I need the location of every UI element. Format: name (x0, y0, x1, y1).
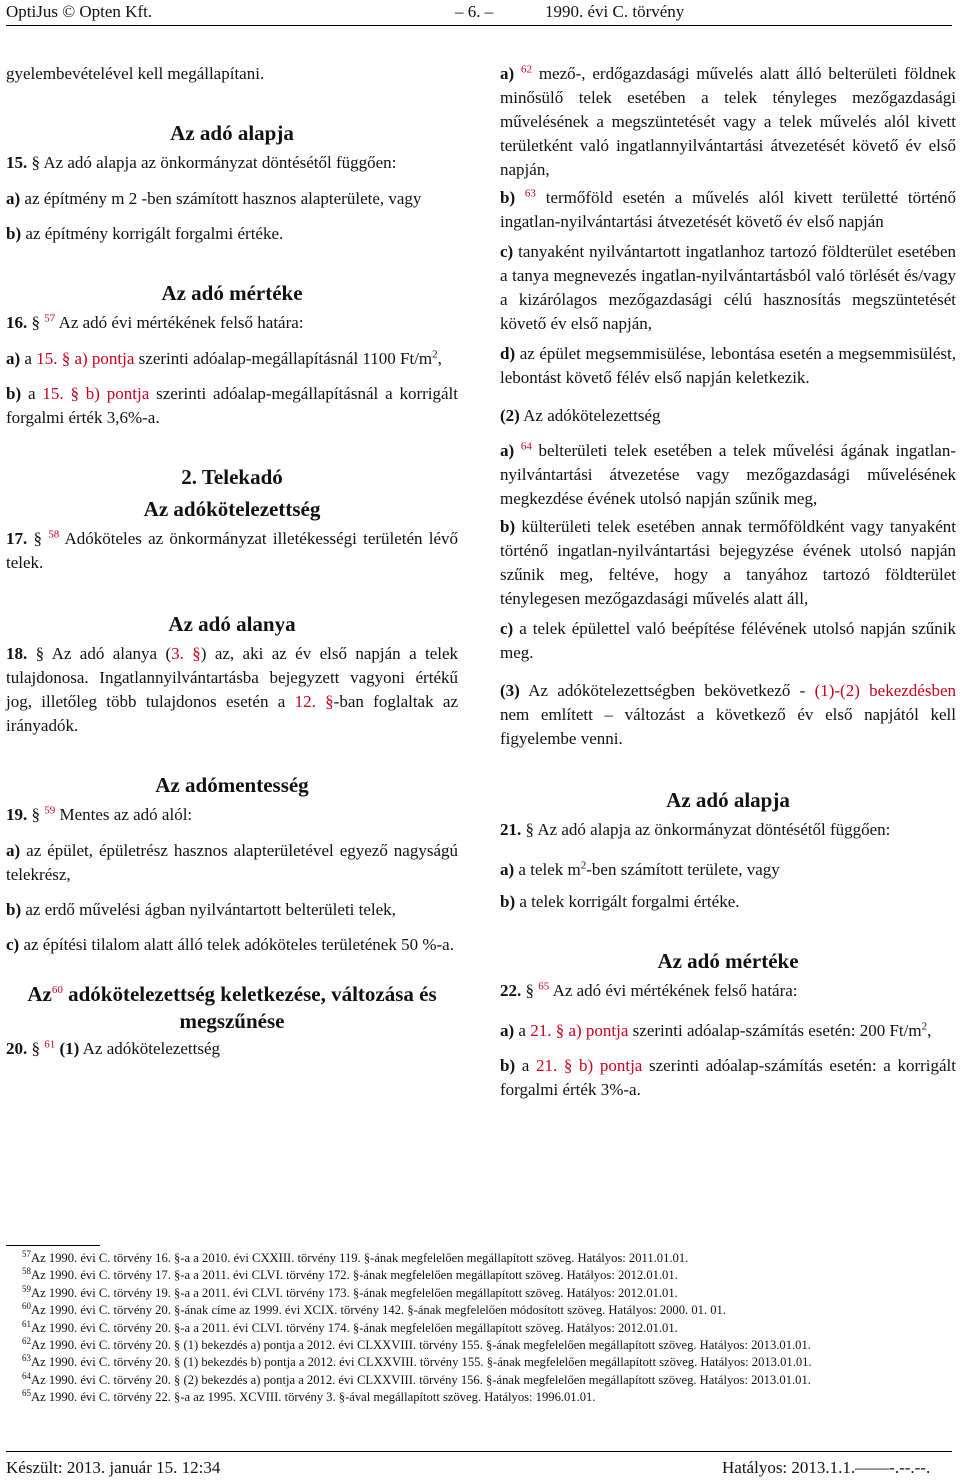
footer-effective: Hatályos: 2013.1.1.——-.--.--. (722, 1458, 931, 1477)
heading-ado-alapja-2: Az adó alapja (666, 788, 790, 812)
heading-adokotelezettseg: Az adókötelezettség (143, 497, 321, 521)
footnote-item: $^{64}$Az 1990. évi C. törvény 20. § (2) bekezdés a) pontja a 2012. évi CLXXVIII. törvény 156. §-ának megfelelően megállapított szöveg. Hatályos: 2013.01.01. (22, 1370, 811, 1387)
section-21: 21. § Az adó alapja az önkormányzat döntésétől függően: (500, 820, 891, 839)
publisher-label: OptiJus © Opten Kft. (6, 2, 153, 21)
crossref-15-a[interactable]: § a) pontja (61, 349, 135, 368)
section-18: 18. § Az adó alanya (3. §) az, aki az év első napján a telek tulajdonosa. Ingatlannyilvántartásba bejegyzett vagyoni értékű jog, illetőleg több tulajdonos esetén a 12. §-ban foglaltak az irányadók. (6, 644, 459, 735)
section-15: 15. § Az adó alapja az önkormányzat döntésétől függően: (6, 153, 397, 172)
header-divider (6, 25, 952, 26)
left-column (6, 62, 458, 1061)
section-15-a: a) az építmény m 2 -ben számított hasznos alapterülete, vagy (6, 189, 422, 208)
section-symbol: § (31, 153, 40, 172)
footnotes (22, 1250, 958, 1407)
crossref-21[interactable]: 21. (530, 1021, 552, 1040)
footnote-ref-60[interactable]: 60 (51, 984, 63, 996)
crossref-15[interactable]: 15. (42, 384, 64, 403)
section-21-a: a) a telek $m^2$-ben számított területe, vagy (500, 859, 780, 879)
heading-ado-alapja: Az adó alapja (170, 121, 294, 145)
section-20: 20. § $^{61}$ (1) Az adókötelezettség (6, 1038, 220, 1058)
page-header (0, 0, 960, 24)
footer-created: Készült: 2013. január 15. 12:34 (6, 1458, 221, 1477)
footnote-ref-57[interactable]: 57 (44, 312, 56, 325)
footnote-ref-61[interactable]: 61 (44, 1038, 56, 1051)
crossref-3[interactable]: 3. (171, 644, 184, 663)
footnote-ref-64[interactable]: 64 (520, 440, 532, 453)
heading-adomentesseg: Az adómentesség (155, 773, 309, 797)
heading-ado-merteke: Az adó mértéke (161, 281, 303, 305)
footnote-item: $^{59}$Az 1990. évi C. törvény 19. §-a a 2011. évi CLVI. törvény 173. §-ának megfelelően megállapított szöveg. Hatályos: 2012.01.01. (22, 1283, 678, 1300)
section-15-b: b) az építmény korrigált forgalmi értéke. (6, 224, 284, 243)
section-22: 22. § $^{65}$ Az adó évi mértékének felső határa: (500, 980, 798, 1000)
section-20-1-b: b) $^{63}$ termőföld esetén a művelés alól kivett területté történő ingatlan-nyilvántartási átvezetését követő év első napján (500, 187, 957, 231)
section-19-a: a) az épület, épületrész hasznos alapterületével egyező nagyságú telekrész, (6, 841, 459, 884)
section-20-2-a: a) $^{64}$ belterületi telek esetében a telek művelési ágának ingatlan-nyilvántartási átvezetése vagy mezőgazdasági művelésének megkezdése évének utolsó napján szűnik meg, (500, 440, 957, 508)
heading-ado-merteke-2: Az adó mértéke (657, 949, 799, 973)
section-16-b: b) a 15. § b) pontja szerinti adóalap-megállapításnál a korrigált forgalmi érték 3,6%-a. (6, 384, 458, 427)
footnote-item: $^{60}$Az 1990. évi C. törvény 20. §-ának címe az 1999. évi XCIX. törvény 142. §-ának megfelelően módosított szöveg. Hatályos: 2000. 01. 01. (22, 1301, 726, 1318)
footnote-item: $^{61}$Az 1990. évi C. törvény 20. §-a a 2011. évi CLVI. törvény 174. §-ának megfelelően megállapított szöveg. Hatályos: 2012.01.01. (22, 1318, 678, 1335)
crossref-15[interactable]: 15. (36, 349, 58, 368)
footnote-item: $^{58}$Az 1990. évi C. törvény 17. §-a a 2011. évi CLVI. törvény 172. §-ának megfelelően megállapított szöveg. Hatályos: 2012.01.01. (22, 1266, 678, 1283)
section-16-a: a) a 15. § a) pontja szerinti adóalap-megállapításnál 1100 $Ft/m^2$, (6, 348, 442, 368)
section-19: 19. § $^{59}$ Mentes az adó alól: (6, 804, 193, 824)
footer-divider (6, 1451, 952, 1452)
footnote-item: $^{57}$Az 1990. évi C. törvény 16. §-a a 2010. évi CXXIII. törvény 119. §-ának megfelelően megállapított szöveg. Hatályos: 2011.01.01. (22, 1248, 689, 1265)
crossref-21[interactable]: 21. (535, 1056, 558, 1075)
section-20-1-a: a) $^{62}$ mező-, erdőgazdasági művelés alatt álló belterületi földnek minősülő telek esetében a telek tényleges mezőgazdasági művelésének a megszüntetését vagy a telek művelés alól kivett területként való ingatlannyilvántartási átvezetését követő év első napján, (500, 63, 956, 179)
footnote-item: $^{65}$Az 1990. évi C. törvény 22. §-a az 1995. XCVIII. törvény 3. §-ával megállapított szöveg. Hatályos: 1996.01.01. (22, 1388, 596, 1405)
footnote-ref-59[interactable]: 59 (44, 804, 56, 817)
section-17: 17. § $^{58}$ Adóköteles az önkormányzat illetékességi területén lévő telek. (6, 528, 459, 572)
section-20-2-c: c) a telek épülettel való beépítése félévének utolsó napján szűnik meg. (500, 619, 957, 662)
heading-keletkezes: Az$^{60}$ adókötelezettség keletkezése, változása és megszűnése (27, 982, 437, 1033)
intro-text: gyelembevételével kell megállapítani. (6, 64, 265, 83)
section-16: 16. § $^{57}$ Az adó évi mértékének felső határa: (6, 312, 304, 332)
crossref-12[interactable]: 12. (294, 692, 316, 711)
footnote-ref-62[interactable]: 62 (521, 63, 532, 76)
right-column (500, 62, 956, 1102)
footnote-divider (6, 1245, 100, 1246)
page-number: – 6. – (455, 2, 494, 21)
section-20-2: (2) Az adókötelezettség (500, 406, 661, 425)
section-22-b: b) a 21. § b) pontja szerinti adóalap-számítás esetén: a korrigált forgalmi érték 3%-a. (500, 1056, 957, 1099)
section-19-b: b) az erdő művelési ágban nyilvántartott belterületi telek, (6, 900, 396, 919)
law-title: 1990. évi C. törvény (545, 2, 685, 21)
section-19-c: c) az építési tilalom alatt álló telek adóköteles területének 50 %-a. (6, 935, 454, 954)
crossref-15-b[interactable]: § b) pontja (70, 384, 150, 403)
crossref-20-1-2[interactable]: (1)-(2) bekezdésben (814, 681, 957, 700)
crossref-21-b[interactable]: § b) pontja (563, 1056, 643, 1075)
footnote-item: $^{62}$Az 1990. évi C. törvény 20. § (1) bekezdés a) pontja a 2012. évi CLXXVIII. törvény 155. §-ának megfelelően megállapított szöveg. Hatályos: 2013.01.01. (22, 1335, 811, 1353)
footnote-ref-58[interactable]: 58 (48, 528, 60, 541)
section-20-3: (3) Az adókötelezettségben bekövetkező - (1)-(2) bekezdésben nem említett – változást a következő év első napjától kell figyelembe venni. (500, 681, 957, 748)
section-20-2-b: b) külterületi telek esetében annak termőföldként vagy tanyaként történő ingatlan-nyilvántartási bejegyzése évének utolsó napján szűnik meg, feltéve, hogy a tanyához tartozó földterület ténylegesen mezőgazdasági művelés alatt áll, (500, 517, 956, 608)
footnote-item: $^{63}$Az 1990. évi C. törvény 20. § (1) bekezdés b) pontja a 2012. évi CLXXVIII. törvény 155. §-ának megfelelően megállapított szöveg. Hatályos: 2013.01.01. (22, 1353, 812, 1370)
heading-ado-alanya: Az adó alanya (168, 612, 296, 636)
section-20-1-d: d) az épület megsemmisülése, lebontása esetén a megsemmisülést, lebontást követő félév első napján keletkezik. (500, 344, 956, 387)
footnote-ref-65[interactable]: 65 (538, 980, 550, 993)
crossref-21-a[interactable]: § a) pontja (555, 1021, 629, 1040)
chapter-title: 2. Telekadó (181, 465, 283, 489)
section-22-a: a) a 21. § a) pontja szerinti adóalap-számítás esetén: 200 $Ft/m^2$, (500, 1020, 932, 1040)
section-20-1-c: c) tanyaként nyilvántartott ingatlanhoz tartozó földterület esetében a tanya megnevezés ingatlan-nyilvántartásból való törlését és/vagy a kizárólagos mezőgazdasági célú hasznosítás megszüntetését követő év első napján, (500, 242, 957, 333)
section-21-b: b) a telek korrigált forgalmi értéke. (500, 892, 740, 911)
footnote-ref-63[interactable]: 63 (524, 187, 536, 200)
